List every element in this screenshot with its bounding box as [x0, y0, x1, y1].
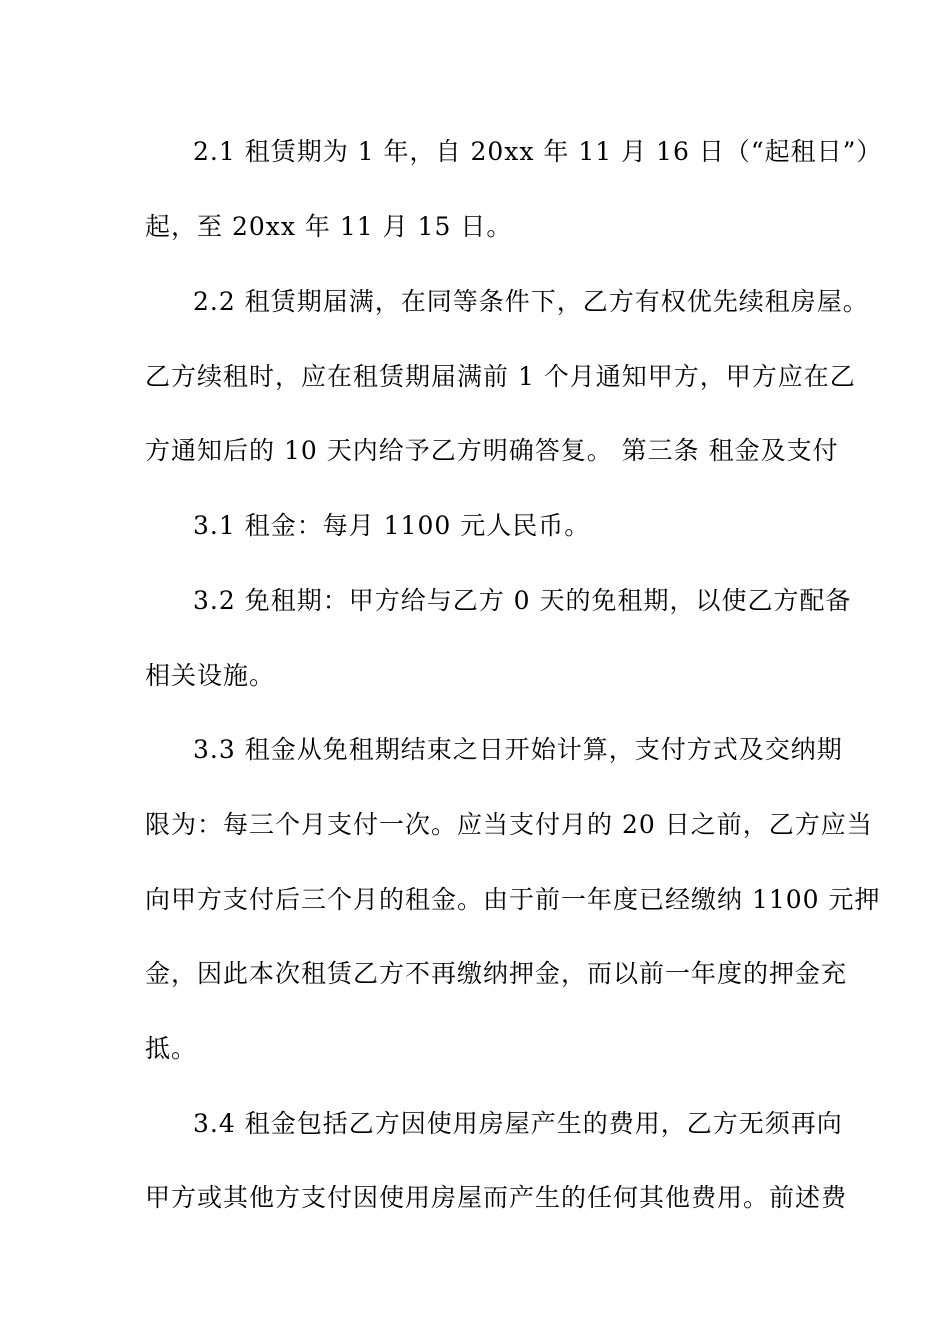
clause-2-1-line-1: 2.1 租赁期为 1 年，自 20xx 年 11 月 16 日（“起租日”）	[193, 137, 883, 166]
clause-3-2-line-1: 3.2 免租期：甲方给与乙方 0 天的免租期，以使乙方配备	[193, 586, 852, 615]
clause-3-3-line-5: 抵。	[145, 1034, 198, 1063]
clause-3-4-line-2: 甲方或其他方支付因使用房屋而产生的任何其他费用。前述费	[145, 1183, 848, 1212]
clause-3-4-line-1: 3.4 租金包括乙方因使用房屋产生的费用，乙方无须再向	[193, 1109, 843, 1138]
clause-3-2-line-2: 相关设施。	[145, 661, 276, 690]
clause-2-1-line-2: 起，至 20xx 年 11 月 15 日。	[145, 212, 513, 241]
clause-2-2-line-3: 方通知后的 10 天内给予乙方明确答复。 第三条 租金及支付	[145, 436, 839, 465]
clause-3-3-line-2: 限为：每三个月支付一次。应当支付月的 20 日之前，乙方应当	[145, 810, 873, 839]
clause-2-2-line-2: 乙方续租时，应在租赁期届满前 1 个月通知甲方，甲方应在乙	[145, 362, 856, 391]
clause-3-1-line: 3.1 租金：每月 1100 元人民币。	[193, 511, 591, 540]
clause-2-2-line-1: 2.2 租赁期届满，在同等条件下，乙方有权优先续租房屋。	[193, 287, 869, 316]
clause-3-3-line-1: 3.3 租金从免租期结束之日开始计算，支付方式及交纳期	[193, 735, 843, 764]
clause-3-3-line-4: 金，因此本次租赁乙方不再缴纳押金，而以前一年度的押金充	[145, 959, 848, 988]
clause-3-3-line-3: 向甲方支付后三个月的租金。由于前一年度已经缴纳 1100 元押	[145, 885, 881, 914]
